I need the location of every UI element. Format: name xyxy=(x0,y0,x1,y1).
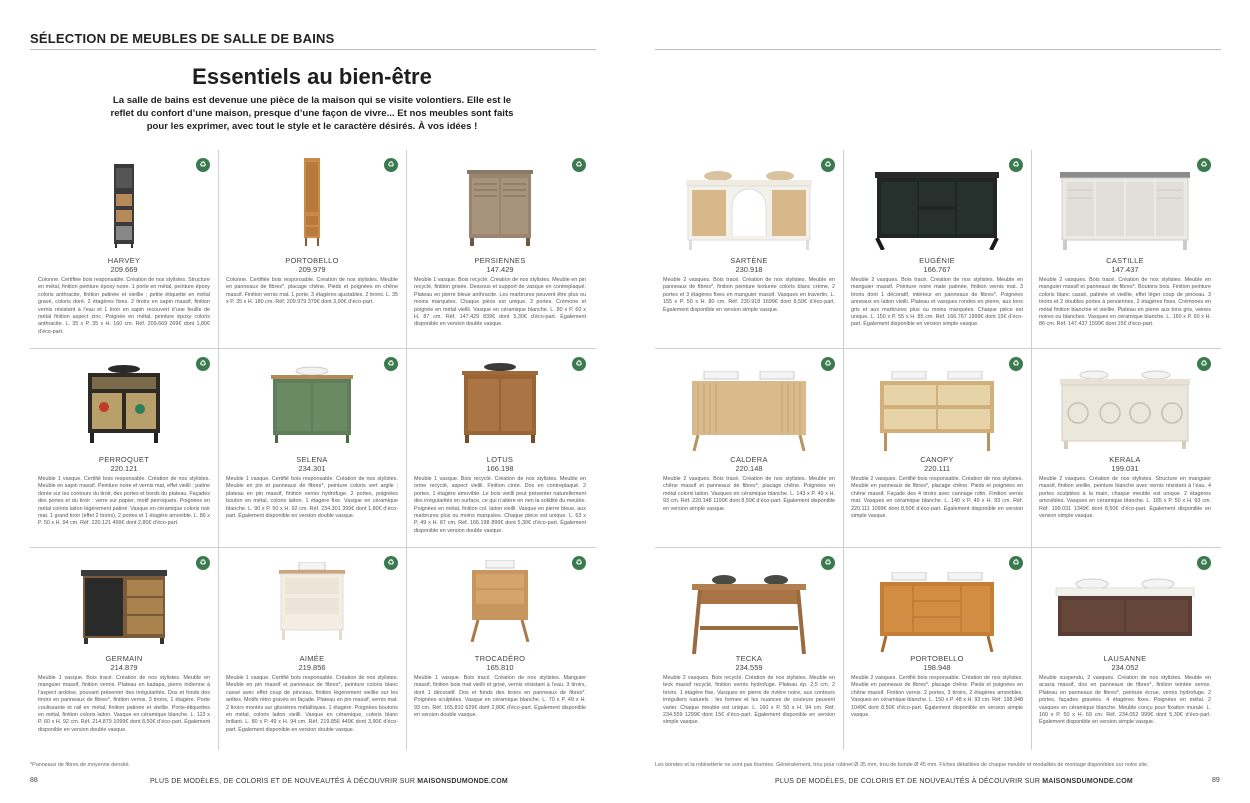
product-image xyxy=(878,371,996,456)
product-description: Meuble 2 vasques. Certifié bois responsable. Création de nos stylistes. Meuble en panneaux de fibres*, placage chêne. Pieds et poignées en chêne massif. Façade des 4 tiroirs avec cannage rotin. Finition vernis mat. Vasques en céramique blanche. L. 140 x P. 49 x H. 93 cm. Réf. 220.111 1099€ dont 8,50€ d’éco-part. Également disponible en version simple vasque. xyxy=(851,476,1023,520)
product-description: Colonne. Certifiée bois responsable. Création de nos stylistes. Structure en métal, finition peinture époxy noire. 1 porte en métal, peinture époxy coloris anthracite, finition patinée et vieillie ; petite étiquette en métal gravé, coloris doré. 2 étagères fixes. 2 tiroirs en sapin massif, finition vernis résistant à l’eau et 1 tiroir en sapin recouvert d’une feuille de métal finition aspect zinc. Poignée en métal, peinture époxy coloris anthracite. L. 35 x P. 35 x H. 160 cm. Réf. 209.669 269€ dont 1,80€ d’éco-part. xyxy=(38,277,210,335)
product-ref: 234.559 xyxy=(735,663,763,672)
leaf-badge-icon: ♻ xyxy=(196,556,210,570)
right-page xyxy=(625,0,1250,803)
leaf-badge-icon: ♻ xyxy=(384,158,398,172)
leaf-badge-icon: ♻ xyxy=(1197,158,1211,172)
leaf-badge-icon: ♻ xyxy=(1197,556,1211,570)
leaf-badge-icon: ♻ xyxy=(384,357,398,371)
product-name: AIMÉE xyxy=(299,654,325,663)
product-description: Meuble 1 vasque. Bois recyclé. Création de nos stylistes. Meuble en pin recyclé, finition grisée. Dessous et support de vasque en contreplaqué. Plateau en pierre bleue anthracite. Les marbrures peuvent être plus ou moins marquées. Chaque pièce est unique. 2 portes. Crémone et poignée en métal vieilli. Vasque en céramique blanche. L. 80 x P. 60 x H. 87 cm. Réf. 147.429 839€ dont 5,30€ d’éco-part. Également disponible en version double vasque. xyxy=(414,277,586,328)
leaf-badge-icon: ♻ xyxy=(821,556,835,570)
product-description: Meuble 1 vasque. Certifié bois responsable. Création de nos stylistes. Meuble en pin massif et panneaux de fibres*, peinture coloris blanc cassé avec effet coup de pinceau, finition légèrement vieillie sur les arêtes. Motifs rétro gravés en façade. Plateau en pin massif, vernis mat. 2 tiroirs montés sur glissières métalliques. 1 étagère. Poignées boutons en métal, coloris laiton vieilli. Vasque en céramique, coloris blanc brillant. L. 80 x P. 49 x H. 94 cm. Réf. 219.856 449€ dont 3,90€ d’éco-part. Également disponible en version double vasque. xyxy=(226,675,398,733)
product-name: SARTÈNE xyxy=(730,256,768,265)
product-ref: 209.669 xyxy=(110,265,138,274)
product-image xyxy=(460,361,540,448)
product-description: Meuble 1 vasque. Bois recyclé. Création de nos stylistes. Meuble en orme recyclé, aspect vieilli. Finition cirée. Dos en contreplaqué. 2 portes. 1 étagère amovible. Le bois vieilli peut présenter naturellement des irrégularités en surface, ce qui n’altère en rien la solidité du meuble. Poignées en métal, finition col. laiton vieilli. Vasque en pierre bleue, aux marbrures plus ou moins marquées. Chaque pièce est unique. L. 63 x P. 49 x H. 87 cm. Réf. 166.198 899€ dont 5,30€ d’éco-part. Également disponible en version double vasque. xyxy=(414,476,586,534)
product-card[interactable] xyxy=(30,548,218,747)
product-image xyxy=(112,164,136,253)
header-rule xyxy=(30,49,596,50)
footnote: Les bondes et la robinetterie ne sont pas fournies. Généralement, trou pour robinet Ø 35 mm, trou de bonde Ø 45 mm. Fiches détaillées de chaque meuble et modalités de montage disponibles sur notre site. xyxy=(655,762,1149,768)
page-number: 89 xyxy=(1212,777,1220,784)
product-ref: 220.121 xyxy=(110,464,138,473)
product-name: TROCADÉRO xyxy=(474,654,526,663)
product-image xyxy=(878,572,996,657)
product-image xyxy=(277,562,347,645)
leaf-badge-icon: ♻ xyxy=(1009,357,1023,371)
product-ref: 230.918 xyxy=(735,265,763,274)
leaf-badge-icon: ♻ xyxy=(572,556,586,570)
product-image xyxy=(302,158,322,251)
leaf-badge-icon: ♻ xyxy=(572,158,586,172)
product-card[interactable] xyxy=(218,349,406,548)
product-name: PERSIENNES xyxy=(474,256,526,265)
product-image xyxy=(684,170,814,255)
product-image xyxy=(690,371,808,456)
product-name: CALDERA xyxy=(730,455,768,464)
product-card[interactable] xyxy=(406,150,594,349)
product-name: PERROQUET xyxy=(98,455,150,464)
product-name: CASTILLE xyxy=(1106,256,1144,265)
leaf-badge-icon: ♻ xyxy=(821,357,835,371)
leaf-badge-icon: ♻ xyxy=(1197,357,1211,371)
product-description: Meuble 1 vasque. Certifié bois responsable. Création de nos stylistes. Meuble en pin et panneaux de fibres*, peinture coloris vert argile ; plateau en pin massif, finition vernis hydrofuge. 2 portes, poignées bouton en métal, coloris laiton. 1 étagère fixe. Vasque en céramique blanche. L. 90 x P. 50 x H. 92 cm. Réf. 234.301 399€ dont 1,80€ d’éco-part. Également disponible en version double vasque. xyxy=(226,476,398,520)
product-name: LAUSANNE xyxy=(1103,654,1147,663)
product-ref: 220.148 xyxy=(735,464,763,473)
product-grid-right xyxy=(655,150,1221,750)
product-ref: 219.856 xyxy=(298,663,326,672)
footer xyxy=(150,778,508,785)
product-ref: 166.198 xyxy=(486,464,514,473)
product-description: Colonne. Certifiée bois responsable. Création de nos stylistes. Meuble en panneaux de fibres*, placage chêne. Pieds et poignées en chêne massif. Finition vernis mat. 1 porte, 3 étagères ajustables. 2 tiroirs. L. 35 x P. 35 x H. 180 cm. Réf. 209.979 379€ dont 3,90€ d’éco-part. xyxy=(226,277,398,306)
product-image xyxy=(269,363,355,448)
product-description: Meuble 2 vasques. Bois tracé. Création de nos stylistes. Meuble en manguier massif et panneaux de fibres*. Boutons bois. Finition peinture coloris blanc cassé, patinée et vieillie, effet léger coup de pinceau. 3 tiroirs et 2 doubles portes à persiennes, 2 étagères fixes. Crémones en métal finition blanchie et vieillie. Plateau en pierre aux tons gris, veines noires ou blanches. Vasques en céramique blanche. L. 160 x P. 60 x H. 86 cm. Réf. 147.437 1599€ dont 15€ d’éco-part. xyxy=(1039,277,1211,328)
product-ref: 199.031 xyxy=(1111,464,1139,473)
product-ref: 165.810 xyxy=(486,663,514,672)
product-card[interactable] xyxy=(30,349,218,548)
product-card[interactable] xyxy=(655,548,843,747)
product-card[interactable] xyxy=(1031,349,1219,548)
footnote: *Panneaux de fibres de moyenne densité. xyxy=(30,762,131,768)
header-rule xyxy=(655,49,1221,50)
section-title: SÉLECTION DE MEUBLES DE SALLE DE BAINS xyxy=(30,31,335,46)
product-image xyxy=(465,166,535,251)
product-card[interactable] xyxy=(1031,150,1219,349)
product-grid-left xyxy=(30,150,596,750)
product-description: Meuble 2 vasques. Bois recyclé. Création de nos stylistes. Meuble en teck massif recyclé, finition vernis hydrofuge. Plateau ép. 2,5 cm. 2 tiroirs. 1 étagère fixe. Vasques en pierre de rivière noire, aux contours irréguliers naturels : les formes et les nuances de couleurs peuvent varier. Chaque meuble est unique. L. 160 x P. 50 x H. 94 cm. Réf. 234.559 1299€ dont 15€ d’éco-part. Également disponible en version simple vasque. xyxy=(663,675,835,726)
product-description: Meuble 2 vasques. Certifié bois responsable. Création de nos stylistes. Meuble en panneaux de fibres*, placage chêne. Pieds et poignées en chêne massif. Finition vernis. 2 portes, 3 tiroirs, 2 étagères amovibles. Vasques en céramique blanche. L. 150 x P. 48 x H. 93 cm. Réf. 198.948 1049€ dont 8,50€ d’éco-part. Également disponible en version simple vasque. xyxy=(851,675,1023,719)
product-ref: 234.052 xyxy=(1111,663,1139,672)
product-description: Meuble 2 vasques. Bois tracé. Création de nos stylistes. Meuble en manguier massif. Peinture noire mate patinée, finition vernis mat. 3 tiroirs dont 1 décoratif, intérieur en panneaux de fibres*. Poignées anneaux en laiton vieilli. Plateau et vasques rondes en pierre, aux tons gris et aux marbrures plus ou moins marquées. Chaque pièce est unique. L. 150 x P. 55 x H. 85 cm. Réf. 166.767 1999€ dont 15€ d’éco-part. Également disponible en version simple vasque. xyxy=(851,277,1023,328)
leaf-badge-icon: ♻ xyxy=(1009,556,1023,570)
leaf-badge-icon: ♻ xyxy=(572,357,586,371)
product-description: Meuble suspendu, 2 vasques. Création de nos stylistes. Meuble en acacia massif, dos en panneaux de fibres*, finition teintée vernie. Plateau en panneaux de fibres*, peinture écrue, vernis hydrofuge. 2 portes, façades gravées. 4 étagères fixes. Poignées en métal. 2 vasques en céramique blanche. Meuble conçu pour fixation murale. L. 160 x P. 50 x H. 69 cm. Réf. 234.052 999€ dont 5,30€ d’éco-part. Également disponible en version simple vasque. xyxy=(1039,675,1211,726)
product-card[interactable] xyxy=(1031,548,1219,747)
product-ref: 198.948 xyxy=(923,663,951,672)
product-description: Meuble 1 vasque. Certifié bois responsable. Création de nos stylistes. Meuble en sapin massif. Peinture noire et vernis mat, effet vieilli ; patine dorée sur les contours du tiroir, des portes et bords du plateau. Façades des portes et du tiroir : verre sur papier, motif perroquets. Poignées en métal coloris laiton légèrement patiné. Vasque en céramique coloris noir mat. 1 grand tiroir (effet 2 tiroirs), 2 portes et 1 étagère amovible. L. 86 x P. 50 x H. 94 cm. Réf. 220.121 499€ dont 2,80€ d’éco-part. xyxy=(38,476,210,527)
product-ref: 214.879 xyxy=(110,663,138,672)
product-card[interactable] xyxy=(406,349,594,548)
leaf-badge-icon: ♻ xyxy=(384,556,398,570)
product-image xyxy=(470,560,530,647)
footer-text: PLUS DE MODÈLES, DE COLORIS ET DE NOUVEAUTÉS À DÉCOUVRIR SUR xyxy=(150,778,418,785)
product-name: PORTOBELLO xyxy=(285,256,339,265)
product-card[interactable] xyxy=(843,548,1031,747)
product-ref: 147.437 xyxy=(1111,265,1139,274)
footer-link[interactable]: MAISONSDUMONDE.COM xyxy=(417,778,508,785)
footer-link[interactable]: MAISONSDUMONDE.COM xyxy=(1042,778,1133,785)
product-description: Meuble 2 vasques. Création de nos stylistes. Structure en manguier massif, finition vieillie, peinture blanche avec vernis résistant à l’eau. 4 portes sculptées à la main, chaque meuble est unique. 2 étagères amovibles. Vasques en céramique blanche. L. 165 x P. 50 x H. 93 cm. Réf. 199.031 1349€ dont 8,50€ d’éco-part. Également disponible en version simple vasque. xyxy=(1039,476,1211,520)
leaf-badge-icon: ♻ xyxy=(1009,158,1023,172)
leaf-badge-icon: ♻ xyxy=(196,158,210,172)
leaf-badge-icon: ♻ xyxy=(821,158,835,172)
product-name: GERMAIN xyxy=(105,654,143,663)
product-ref: 166.767 xyxy=(923,265,951,274)
product-card[interactable] xyxy=(655,349,843,548)
product-image xyxy=(690,574,808,659)
product-card[interactable] xyxy=(218,548,406,747)
product-description: Meuble 1 vasque. Bois tracé. Création de nos stylistes. Manguier massif, finition bois mat vieilli et grisé, vernis résistant à l’eau. 3 tiroirs, dont 1 décoratif. Dos et fonds des tiroirs en panneaux de fibres*. Poignées sculptées. Vasque en céramique blanche. L. 70 x P. 49 x H. 93 cm. Réf. 165.810 629€ dont 2,80€ d’éco-part. Également disponible en version double vasque. xyxy=(414,675,586,719)
product-name: EUGÉNIE xyxy=(919,256,955,265)
product-description: Meuble 1 vasque. Bois tracé. Création de nos stylistes. Meuble en manguier massif, finition vernis. Plateau en kadapa, pierre indienne à l’aspect ardoise, pouvant présenter des irrégularités. Dos et fonds des tiroirs en panneaux de fibres*, finition vernis. 3 tiroirs, 1 étagère. Porte coulissante et rail en métal, finition patinée et vieillie. Porte-étiquettes en métal, finition coloris laiton. Vasque en céramique blanche. L. 113 x P. 60 x H. 92 cm. Réf. 214.879 1099€ dont 8,50€ d’éco-part. Également disponible en version double vasque. xyxy=(38,675,210,733)
leaf-badge-icon: ♻ xyxy=(196,357,210,371)
footer xyxy=(775,778,1133,785)
product-card[interactable] xyxy=(655,150,843,349)
product-image xyxy=(1054,578,1196,647)
product-name: LOTUS xyxy=(486,455,514,464)
product-ref: 220.111 xyxy=(924,464,950,473)
product-name: KERALA xyxy=(1109,455,1141,464)
product-card[interactable] xyxy=(843,150,1031,349)
footer-text: PLUS DE MODÈLES, DE COLORIS ET DE NOUVEAUTÉS À DÉCOUVRIR SUR xyxy=(775,778,1043,785)
product-name: HARVEY xyxy=(107,256,141,265)
product-name: PORTOBELLO xyxy=(910,654,964,663)
product-name: CANOPY xyxy=(920,455,954,464)
product-name: TECKA xyxy=(735,654,763,663)
product-image xyxy=(873,170,1001,255)
product-ref: 209.979 xyxy=(298,265,326,274)
product-card[interactable] xyxy=(218,150,406,349)
product-description: Meuble 2 vasques. Bois tracé. Création de nos stylistes. Meuble en chêne massif et panneaux de fibres*, placage chêne. Poignées en métal coloris laiton. Vasques en céramique blanche. L. 143 x P. 49 x H. 93 cm. Réf. 220.148 1199€ dont 8,50€ d’éco-part. Également disponible en version simple vasque. xyxy=(663,476,835,512)
product-image xyxy=(84,363,164,448)
intro-text: La salle de bains est devenue une pièce de la maison qui se visite volontiers. Elle est le reflet du confort d’une maison, presque d’une façon de vivre... Et nos meubles sont faits pour les exprimer, avec tout le style et le caractère désirés. À vos idées ! xyxy=(110,95,514,132)
product-name: SELENA xyxy=(296,455,328,464)
product-card[interactable] xyxy=(406,548,594,747)
product-description: Meuble 2 vasques. Bois tracé. Création de nos stylistes. Meuble en panneaux de fibres*, finition peinture texturée coloris blanc crème, 2 portes et 3 étagères fixes en manguier massif. Vasques en travertin. L. 155 x P. 50 x H. 80 cm. Réf. 230.918 1699€ dont 8,50€ d’éco-part. Également disponible en version simple vasque. xyxy=(663,277,835,313)
product-ref: 147.429 xyxy=(486,265,514,274)
product-image xyxy=(1058,170,1192,255)
product-ref: 234.301 xyxy=(298,464,326,473)
product-image xyxy=(79,568,169,649)
product-card[interactable] xyxy=(843,349,1031,548)
product-image xyxy=(1058,369,1192,454)
page-number: 88 xyxy=(30,777,38,784)
product-card[interactable] xyxy=(30,150,218,349)
headline: Essentiels au bien-être xyxy=(192,64,432,89)
